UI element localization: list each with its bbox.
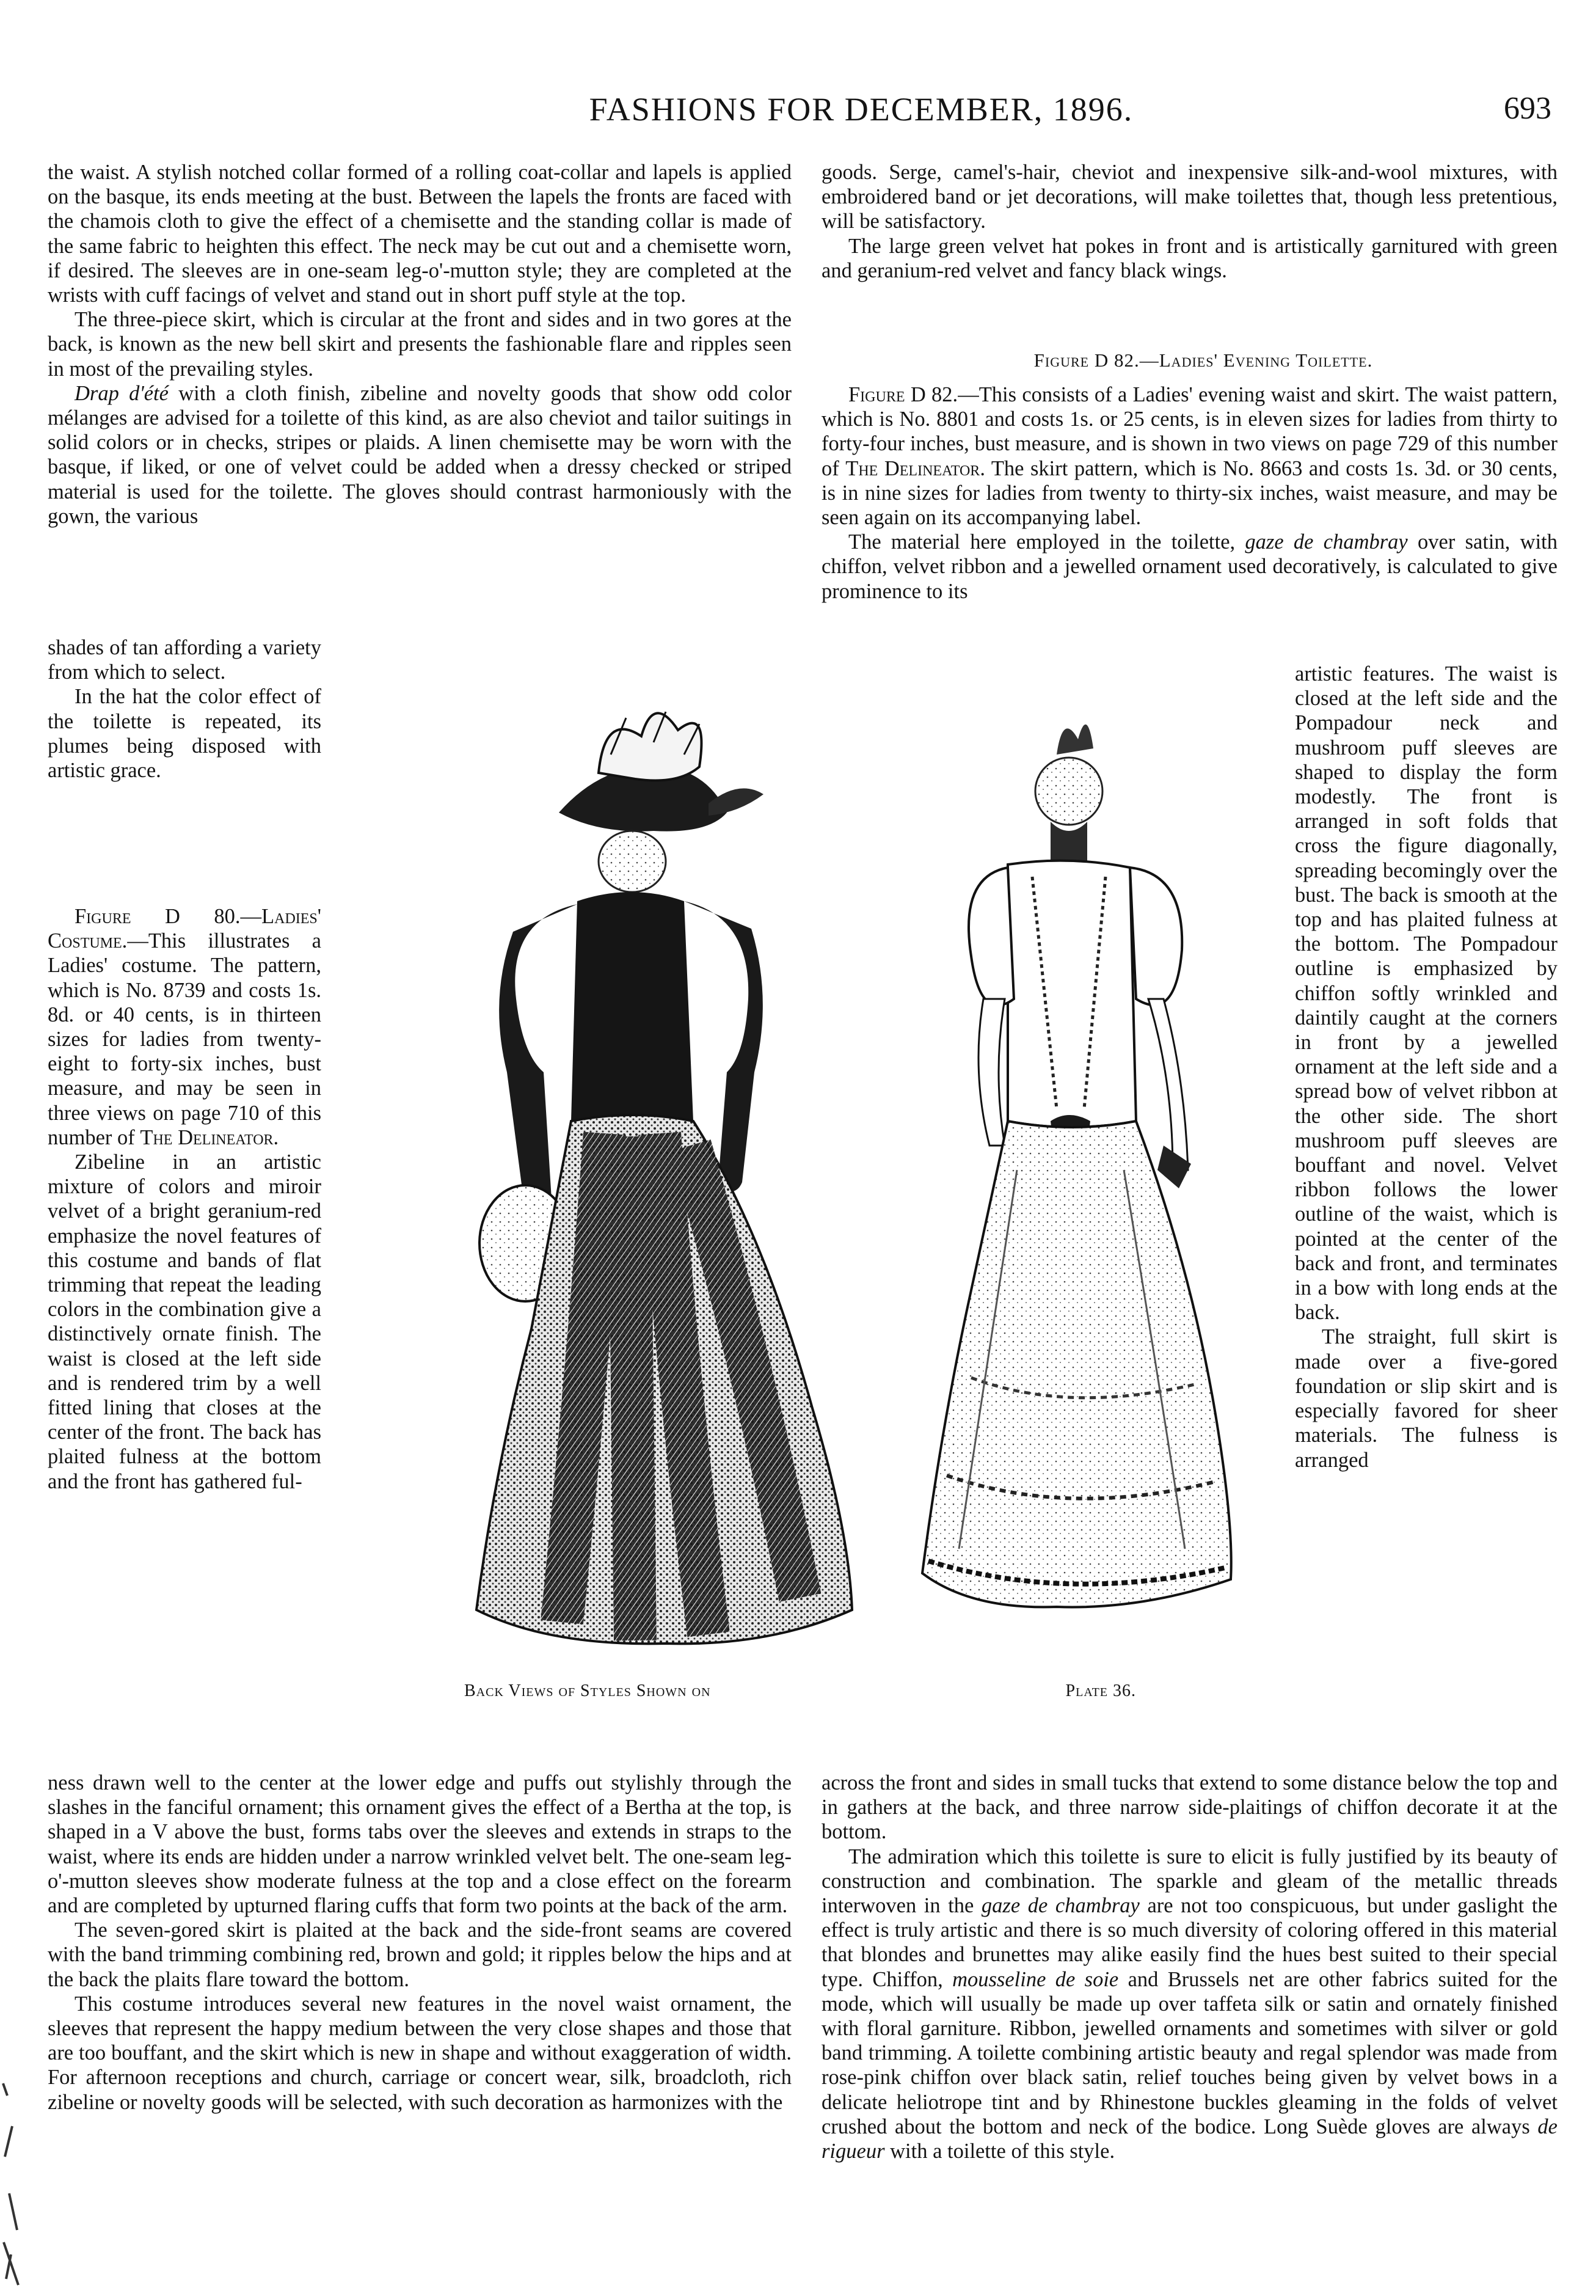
col1-narrow-text-a (48, 635, 321, 783)
magazine-name: The Delineator (140, 1125, 274, 1149)
paragraph-text: are not too conspicuous, but under gaslight the effect is truly artistic and there is so much diversity of coloring offered in this material that blondes and brunettes may alike easily find the hues best suited to their special type. Chiffon, (822, 1894, 1558, 1991)
paragraph-text: —This illustrates a Ladies' costume. The pattern, which is No. 8739 and costs 1s. 8d. or 40 cents, is in thirteen sizes for ladies from twenty-eight to forty-six inches, bust measure, and may be seen in three views on page 710 of this number of (48, 929, 321, 1149)
paragraph-text: . The skirt pattern, which is No. 8663 and costs 1s. 3d. or 30 cents, is in nine sizes for ladies from twenty to thirty-six inches, waist measure, and may be seen again on its accompanying label. (822, 456, 1558, 530)
paragraph: goods. Serge, camel's-hair, cheviot and inexpensive silk-and-wool mixtures, with embroidered band or jet decorations, will make toilettes that, though less pretentious, will be satisfactory. (822, 161, 1558, 233)
magazine-name: The Delineator (845, 456, 980, 480)
paragraph: shades of tan affording a variety from which to select. (48, 636, 321, 684)
fashion-plate-illustration (421, 681, 1307, 1671)
paragraph: across the front and sides in small tucks that extend to some distance below the top and in gathers at the back, and three narrow side-plaitings of chiffon decorate it at the bottom. (822, 1771, 1558, 1844)
paragraph-text: —This consists of a Ladies' evening waist and skirt. The waist pattern, which is No. 8801 and costs 1s. or 25 cents, is in eleven sizes for ladies from thirty to forty-four inches, bust measure, and is shown in two views on page 729 of this number of (822, 383, 1558, 480)
paragraph (48, 381, 792, 528)
emphasis: Drap d'été (75, 381, 169, 405)
section-heading: Figure D 82.—Ladies' Evening Toilette. (1033, 349, 1373, 371)
col1-bottom-text (48, 1771, 792, 2115)
figure-label: Figure D 82. (848, 383, 958, 406)
col1-top-text (48, 160, 792, 528)
paragraph: Zibeline in an artistic mixture of colors and miroir velvet of a bright geranium-red emphasize the novel features of this costume and bands of flat trimming that repeat the leading colors in the combination give a distinctively ornate finish. The waist is closed at the left side and is rendered trim by a well fitted lining that closes at the center of the front. The back has plaited fulness at the bottom and the front has gathered ful- (48, 1150, 321, 1493)
page-header-title: FASHIONS FOR DECEMBER, 1896. (589, 91, 1134, 128)
paragraph-text: with a cloth finish, zibeline and novelty goods that show odd color mélanges are advised for a toilette of this kind, as are also cheviot and tailor suitings in solid colors or in checks, stripes or plaids. A linen chemisette may be worn with the basque, if liked, or one of velvet could be added when a dressy checked or striped material is used for the toilette. The gloves should contrast harmoniously with the gown, the various (48, 381, 792, 528)
col1-narrow-text-b (48, 904, 321, 1494)
emphasis: mousseline de soie (952, 1967, 1119, 1991)
paragraph: the waist. A stylish notched collar formed of a rolling coat-collar and lapels is applied on the basque, its ends meeting at the bust. Between the lapels the fronts are faced with the chamois cloth to give the effect of a chemisette and the standing collar is made of the same fabric to heighten this effect. The neck may be cut out and a chemisette worn, if desired. The sleeves are in one-seam leg-o'-mutton style; they are completed at the wrists with cuff facings of velvet and stand out in short puff style at the top. (48, 161, 792, 307)
paragraph: ness drawn well to the center at the lower edge and puffs out stylishly through the slashes in the fanciful ornament; this ornament gives the effect of a Bertha at the top, is shaped in a V above the bust, forms tabs over the sleeves and extends in straps to the waist, where its ends are hidden under a narrow wrinkled velvet belt. The one-seam leg-o'-mutton sleeves show moderate fulness at the top and a close effect on the forearm and are completed by upturned flaring cuffs that form two points at the back of the arm. (48, 1771, 792, 1918)
col2-fig82-text (822, 382, 1558, 604)
figure-caption (464, 1681, 1136, 1701)
page-number: 693 (1504, 91, 1551, 126)
col2-narrow-text (1295, 662, 1558, 1472)
figure-d80-illustration (476, 712, 852, 1643)
margin-noise-mark (0, 2071, 24, 2291)
figure-d82-illustration (922, 725, 1231, 1607)
paragraph-text: The material here employed in the toilette, (848, 530, 1245, 554)
paragraph: In the hat the color effect of the toilette is repeated, its plumes being disposed with artistic grace. (48, 685, 321, 783)
paragraph (822, 530, 1558, 604)
paragraph: The seven-gored skirt is plaited at the back and the side-front seams are covered with the band trimming combining red, brown and gold; it ripples below the hips and at the back the plaits flare toward the bottom. (48, 1918, 792, 1991)
paragraph (48, 904, 321, 1150)
paragraph (822, 1844, 1558, 2164)
figure-label: Figure D 80.—Ladies' Costume. (48, 905, 321, 953)
caption-text-left: Back Views of Styles Shown on (464, 1681, 711, 1700)
paragraph-text: The admiration which this toilette is sure to elicit is fully justified by its beauty of construction and combination. The sparkle and gleam of the metallic threads interwoven in the (822, 1844, 1558, 1918)
paragraph: This costume introduces several new features in the novel waist ornament, the sleeves that represent the happy medium between the very close shapes and those that are too bouffant, and the skirt which is new in shape and without exaggeration of width. For afternoon receptions and church, carriage or concert wear, silk, broadcloth, rich zibeline or novelty goods will be selected, with such decoration as harmonizes with the (48, 1992, 792, 2114)
paragraph-text: and Brussels net are other fabrics suited for the mode, which will usually be made up over taffeta silk or satin and ornately finished with floral garniture. Ribbon, jewelled ornaments and sometimes with silver or gold band trimming. A toilette combining artistic beauty and regal splendor was made from rose-pink chiffon over black satin, relief touches being given by velvet bows in a delicate heliotrope tint and by Rhinestone buckles gleaming in the folds of velvet crushed about the bottom and neck of the bodice. Long Suède gloves are always (822, 1967, 1558, 2138)
paragraph: artistic features. The waist is closed at the left side and the Pompadour neck and mushroom puff sleeves are shaped to display the form modestly. The front is arranged in soft folds that cross the figure diagonally, spreading becomingly over the bust. The back is smooth at the top and has plaited fulness at the bottom. The Pompadour outline is emphasized by chiffon softly wrinkled and daintily caught at the corners in front by a jewelled ornament at the left side and a spread bow of velvet ribbon at the other side. The short mushroom puff sleeves are bouffant and novel. Velvet ribbon follows the lower outline of the waist, which is pointed at the center of the back and front, and terminates in a bow with long ends at the back. (1295, 662, 1558, 1325)
paragraph: The three-piece skirt, which is circular at the front and sides and in two gores at the back, is known as the new bell skirt and presents the fashionable flare and ripples seen in most of the prevailing styles. (48, 308, 792, 381)
paragraph: The large green velvet hat pokes in front and is artistically garnitured with green and geranium-red velvet and fancy black wings. (822, 234, 1558, 282)
caption-text-right: Plate 36. (1065, 1681, 1136, 1700)
paragraph: The straight, full skirt is made over a five-gored foundation or slip skirt and is especially favored for sheer materials. The fulness is arranged (1295, 1325, 1558, 1472)
paragraph-text: . (273, 1125, 279, 1149)
col2-top-text (822, 160, 1558, 283)
paragraph-text: over satin, with chiffon, velvet ribbon and a jewelled ornament used decoratively, is calculated to give prominence to its (822, 530, 1558, 603)
emphasis: gaze de chambray (981, 1894, 1140, 1918)
paragraph-text: with a toilette of this style. (884, 2140, 1115, 2163)
emphasis: de rigueur (822, 2115, 1558, 2163)
paragraph (822, 382, 1558, 530)
col2-bottom-text (822, 1771, 1558, 2163)
emphasis: gaze de chambray (1245, 530, 1408, 554)
